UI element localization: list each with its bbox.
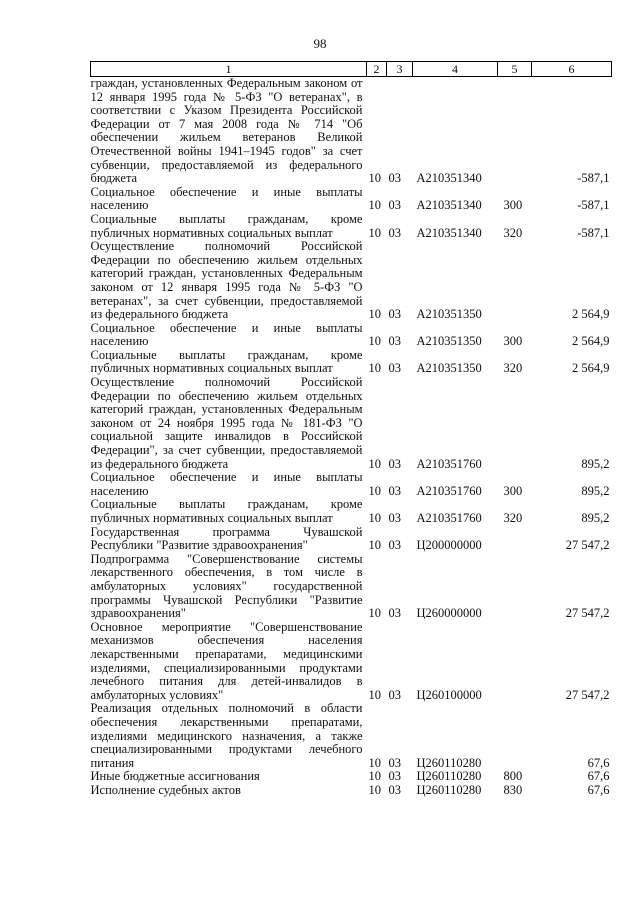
- row-target-code: А210351760: [416, 511, 482, 525]
- row-expense-type: 320: [503, 225, 523, 240]
- row-section: 10: [368, 307, 381, 322]
- table-row: [91, 471, 612, 498]
- row-expense-type: 320: [503, 511, 523, 525]
- row-name: Социальное обеспечение и иные выплаты населению: [90, 184, 363, 213]
- row-target-code: А210351350: [416, 307, 482, 322]
- row-section: 10: [368, 511, 381, 525]
- row-section: 10: [368, 755, 381, 770]
- row-target-code: А210351340: [416, 225, 482, 240]
- row-amount: 895,2: [581, 483, 610, 498]
- row-amount: 895,2: [581, 511, 610, 525]
- column-header-amount: 6: [532, 62, 612, 77]
- column-header-name: 1: [91, 62, 367, 77]
- row-name: Основное мероприятие "Совершенствование механизмов обеспечения населения лекарственными препаратами, медицинскими изделиями, специализированными продуктами лечебного питания для детей-инвалидов в амбулаторных условиях": [90, 619, 363, 702]
- table-row: [91, 322, 612, 349]
- row-name: Государственная программа Чувашской Республики "Развитие здравоохранения": [90, 524, 363, 553]
- table-row: [91, 526, 612, 553]
- row-expense-type: [498, 553, 532, 621]
- row-section: 10: [368, 334, 381, 349]
- row-expense-type: [498, 77, 532, 186]
- table-row: [91, 240, 612, 322]
- column-header-expense-type: 5: [498, 62, 532, 77]
- row-amount: -587,1: [577, 171, 610, 186]
- row-section: 10: [368, 538, 381, 553]
- row-name: граждан, установленных Федеральным законом от 12 января 1995 года № 5-ФЗ "О ветеранах", в соответствии с Указом Президента Российской Федерации от 7 мая 2008 года № 714 "Об обеспечении жильем ветеранов Великой Отечественной войны 1941–1945 годов" за счет субвенции, предоставляемой из федерального бюджета: [90, 76, 363, 186]
- row-subsection: 03: [388, 334, 401, 349]
- row-name: Осуществление полномочий Российской Федерации по обеспечению жильем отдельных категорий граждан, установленных Федеральным законом от 24 ноября 1995 года № 181-ФЗ "О социальной защите инвалидов в Российской Федерации", за счет субвенции, предоставляемой из федерального бюджета: [90, 375, 363, 471]
- row-expense-type: [498, 621, 532, 703]
- row-target-code: А210351340: [416, 198, 482, 213]
- row-subsection: 03: [388, 307, 401, 322]
- row-amount: 67,6: [587, 755, 610, 770]
- row-amount: 27 547,2: [565, 606, 610, 621]
- row-subsection: 03: [388, 769, 401, 784]
- row-expense-type: 830: [503, 782, 523, 797]
- row-expense-type: [498, 376, 532, 471]
- row-target-code: А210351350: [416, 334, 482, 349]
- row-subsection: 03: [388, 782, 401, 797]
- row-subsection: 03: [388, 483, 401, 498]
- row-target-code: А210351760: [416, 483, 482, 498]
- table-header-row: [91, 62, 612, 77]
- row-amount: 67,6: [587, 782, 610, 797]
- column-header-target-code: 4: [413, 62, 498, 77]
- table-row: [91, 702, 612, 770]
- row-subsection: 03: [388, 538, 401, 553]
- table-row: [91, 621, 612, 703]
- row-section: 10: [368, 687, 381, 702]
- row-target-code: Ц260110280: [416, 782, 482, 797]
- row-name: Осуществление полномочий Российской Федерации по обеспечению жильем отдельных категорий граждан, установленных Федеральным законом от 12 января 1995 года № 5-ФЗ "О ветеранах", за счет субвенции, предоставляемой из федерального бюджета: [90, 239, 363, 322]
- row-amount: 2 564,9: [572, 307, 610, 322]
- row-amount: 67,6: [587, 769, 610, 784]
- table-row: [91, 770, 612, 784]
- row-name: Социальные выплаты гражданам, кроме публичных нормативных социальных выплат: [90, 497, 363, 525]
- row-section: 10: [368, 606, 381, 621]
- row-name: Иные бюджетные ассигнования: [90, 769, 260, 784]
- row-section: 10: [368, 171, 381, 186]
- column-header-section: 2: [367, 62, 387, 77]
- row-expense-type: [498, 240, 532, 322]
- row-name: Социальные выплаты гражданам, кроме публичных нормативных социальных выплат: [90, 347, 363, 376]
- table-body: [91, 77, 612, 798]
- row-name: Подпрограмма "Совершенствование системы лекарственного обеспечения, в том числе в амбулаторных условиях" государственной программы Чувашской Республики "Развитие здравоохранения": [90, 551, 363, 621]
- row-target-code: Ц260100000: [416, 687, 482, 702]
- row-subsection: 03: [388, 361, 401, 376]
- row-section: 10: [368, 456, 381, 471]
- page-number: 98: [313, 36, 327, 51]
- row-name: Социальные выплаты гражданам, кроме публичных нормативных социальных выплат: [90, 211, 363, 240]
- row-target-code: А210351340: [416, 171, 482, 186]
- row-expense-type: [498, 702, 532, 770]
- row-subsection: 03: [388, 755, 401, 770]
- budget-table: [90, 61, 612, 797]
- row-amount: 2 564,9: [572, 361, 610, 376]
- row-expense-type: 300: [503, 483, 523, 498]
- row-target-code: Ц260000000: [416, 606, 482, 621]
- table-row: [91, 349, 612, 376]
- row-section: 10: [368, 225, 381, 240]
- row-subsection: 03: [388, 606, 401, 621]
- row-expense-type: 300: [503, 334, 523, 349]
- table-row: [91, 77, 612, 186]
- table-row: [91, 498, 612, 525]
- row-name: Реализация отдельных полномочий в области обеспечения лекарственными препаратами, изделиями медицинского назначения, а также специализированными продуктами лечебного питания: [90, 701, 363, 770]
- row-amount: -587,1: [577, 198, 610, 213]
- table-row: [91, 213, 612, 240]
- row-section: 10: [368, 198, 381, 213]
- row-target-code: А210351350: [416, 361, 482, 376]
- row-expense-type: 320: [503, 361, 523, 376]
- row-name: Социальное обеспечение и иные выплаты населению: [90, 320, 363, 349]
- row-name: Исполнение судебных актов: [90, 782, 241, 797]
- column-header-subsection: 3: [387, 62, 413, 77]
- row-amount: 27 547,2: [565, 538, 610, 553]
- row-expense-type: [498, 526, 532, 553]
- row-target-code: Ц260110280: [416, 755, 482, 770]
- row-subsection: 03: [388, 456, 401, 471]
- row-section: 10: [368, 782, 381, 797]
- table-row: [91, 553, 612, 621]
- row-target-code: Ц200000000: [416, 538, 482, 553]
- row-name: Социальное обеспечение и иные выплаты населению: [90, 470, 363, 498]
- row-subsection: 03: [388, 511, 401, 525]
- row-amount: 895,2: [581, 456, 610, 471]
- table-row: [91, 376, 612, 471]
- row-amount: 27 547,2: [565, 687, 610, 702]
- row-subsection: 03: [388, 225, 401, 240]
- row-expense-type: 800: [503, 769, 523, 784]
- row-subsection: 03: [388, 171, 401, 186]
- table-row: [91, 784, 612, 798]
- row-target-code: А210351760: [416, 456, 482, 471]
- row-expense-type: 300: [503, 198, 523, 213]
- table-row: [91, 186, 612, 213]
- row-subsection: 03: [388, 687, 401, 702]
- row-section: 10: [368, 361, 381, 376]
- row-target-code: Ц260110280: [416, 769, 482, 784]
- row-amount: 2 564,9: [572, 334, 610, 349]
- row-amount: -587,1: [577, 225, 610, 240]
- row-subsection: 03: [388, 198, 401, 213]
- row-section: 10: [368, 483, 381, 498]
- row-section: 10: [368, 769, 381, 784]
